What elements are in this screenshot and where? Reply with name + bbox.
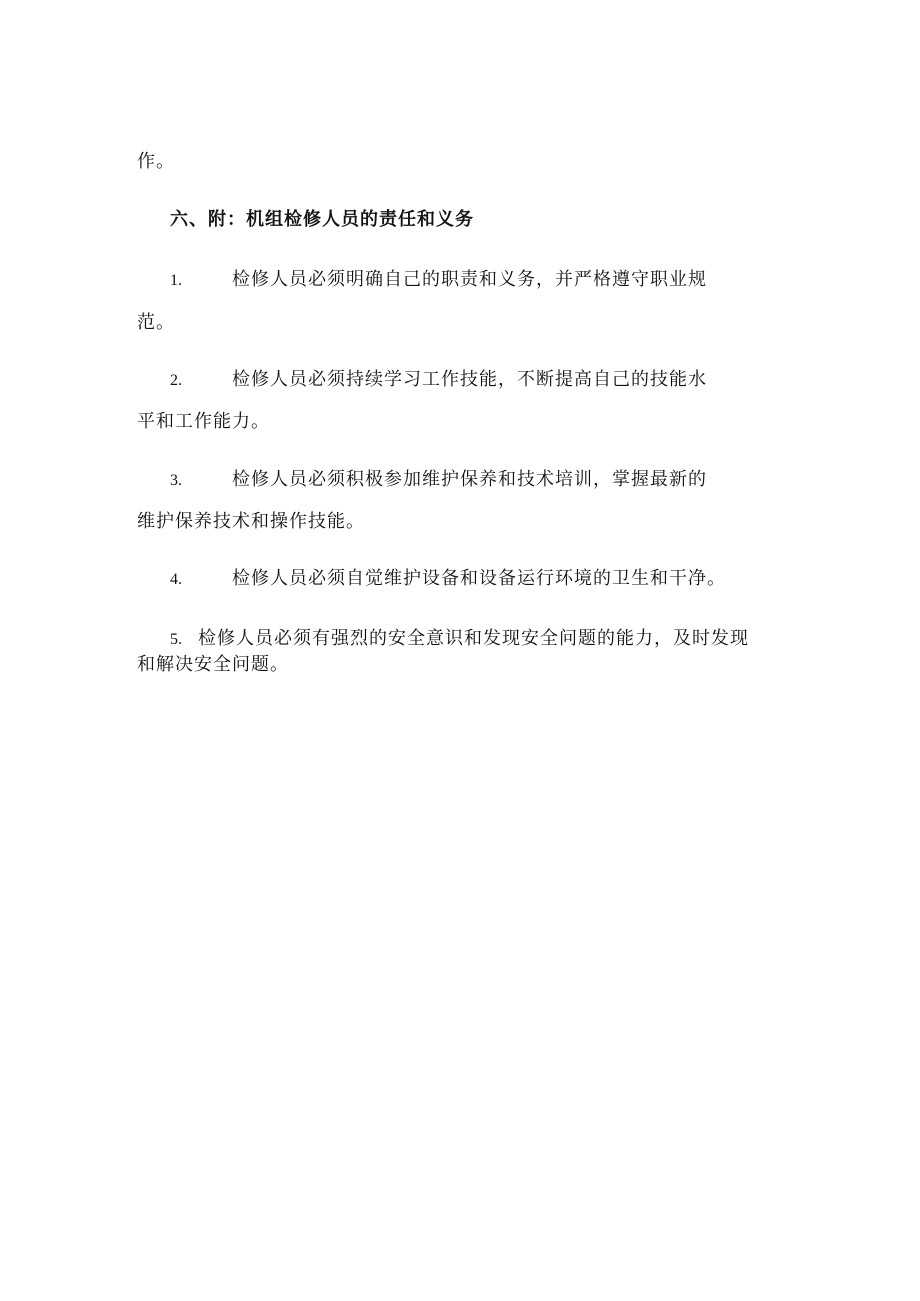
list-item-3-continuation — [137, 510, 365, 534]
list-item-text: 检修人员必须自觉维护设备和设备运行环境的卫生和干净。 — [232, 568, 726, 589]
list-item-text: 检修人员必须持续学习工作技能，不断提高自己的技能水 — [232, 369, 707, 390]
list-item-text: 平和工作能力。 — [137, 411, 270, 432]
list-item-text: 检修人员必须积极参加维护保养和技术培训，掌握最新的 — [232, 469, 707, 490]
list-item-2 — [170, 368, 707, 393]
list-item-text: 和解决安全问题。 — [137, 654, 289, 675]
continuation-text — [137, 150, 175, 174]
list-item-text: 检修人员必须明确自己的职责和义务，并严格遵守职业规 — [232, 269, 707, 290]
list-item-number: 5. — [170, 631, 182, 648]
list-item-1-continuation — [137, 311, 175, 335]
continuation-text-content: 作。 — [137, 151, 175, 172]
list-item-3 — [170, 468, 707, 493]
list-item-number: 2. — [170, 372, 182, 389]
list-item-text: 维护保养技术和操作技能。 — [137, 511, 365, 532]
list-item-1 — [170, 268, 707, 293]
list-item-5-continuation — [137, 653, 289, 677]
list-item-text: 检修人员必须有强烈的安全意识和发现安全问题的能力，及时发现 — [198, 628, 749, 649]
list-item-number: 1. — [170, 272, 182, 289]
list-item-2-continuation — [137, 410, 270, 434]
list-item-number: 3. — [170, 472, 182, 489]
section-heading — [170, 208, 474, 232]
list-item-text: 范。 — [137, 312, 175, 333]
list-item-5 — [170, 627, 749, 652]
list-item-4 — [170, 567, 726, 592]
section-heading-text: 六、附：机组检修人员的责任和义务 — [170, 209, 474, 230]
list-item-number: 4. — [170, 571, 182, 588]
